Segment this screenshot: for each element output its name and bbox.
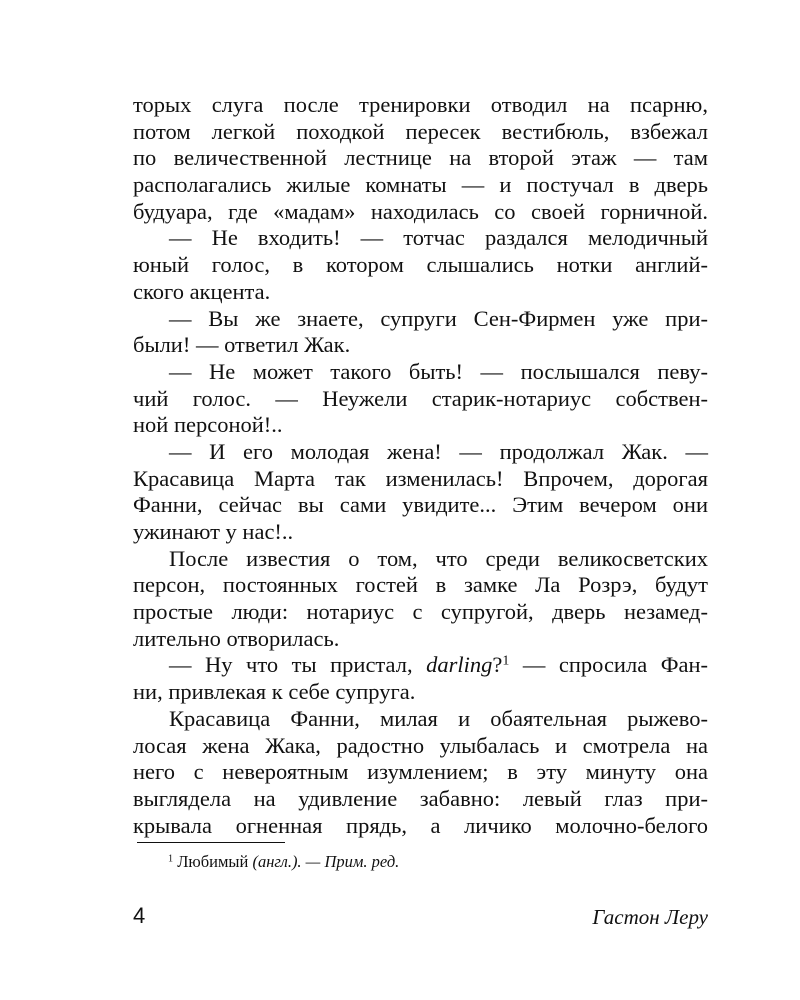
- text-line: будуара, где «мадам» находилась со своей горничной.: [133, 198, 708, 224]
- text-line: ского акцента.: [133, 278, 271, 304]
- text-segment: — спросила Фан-: [509, 652, 708, 678]
- text-line: — Не может такого быть! — послышался певу-: [169, 358, 708, 384]
- text-line: ужинают у нас!..: [133, 519, 294, 544]
- text-line: ной персоной!..: [133, 412, 283, 438]
- text-line: крывала огненная прядь, а личико молочно-белого: [133, 812, 708, 838]
- text-line: чий голос. — Неужели старик-нотариус собствен-: [133, 385, 708, 411]
- text-line: — И его молодая жена! — продолжал Жак. —: [169, 438, 708, 464]
- footnote-marker: 1: [168, 853, 174, 865]
- italic-word: darling: [426, 652, 493, 678]
- text-line: Красавица Марта так изменилась! Впрочем, дорогая: [133, 465, 708, 491]
- text-line: были! — ответил Жак.: [133, 332, 351, 358]
- text-line: торых слуга после тренировки отводил на псарню,: [133, 92, 708, 117]
- text-line: После известия о том, что среди великосветских: [169, 545, 708, 571]
- text-line: выглядела на удивление забавно: левый глаз при-: [133, 785, 708, 811]
- footnote-separator: [137, 842, 285, 843]
- text-line: лительно отворилась.: [133, 625, 340, 651]
- text-segment: — Ну что ты пристал,: [169, 652, 427, 678]
- text-line: лосая жена Жака, радостно улыбалась и смотрела на: [133, 732, 708, 758]
- page-number: 4: [133, 903, 146, 928]
- text-line: — Вы же знаете, супруги Сен-Фирмен уже при-: [169, 305, 708, 331]
- footnote-text: Любимый: [177, 852, 253, 871]
- text-line: потом легкой походкой пересек вестибюль, взбежал: [133, 118, 708, 144]
- footnote-italic: (англ.). — Прим. ред.: [252, 852, 400, 871]
- text-line: Красавица Фанни, милая и обаятельная рыжево-: [169, 705, 708, 731]
- body-text: [133, 92, 708, 839]
- text-line: юный голос, в котором слышались нотки англий-: [133, 252, 708, 278]
- text-line: персон, постоянных гостей в замке Ла Розрэ, будут: [133, 572, 708, 598]
- text-line: располагались жилые комнаты — и постучал в дверь: [133, 172, 708, 198]
- text-line: по величественной лестнице на второй этаж — там: [133, 145, 708, 171]
- footnote-reference[interactable]: 1: [502, 653, 510, 669]
- text-line: него с невероятным изумлением; в эту минуту она: [133, 759, 708, 785]
- text-line: ни, привлекая к себе супруга.: [133, 679, 416, 705]
- running-head: Гастон Леру: [592, 905, 708, 929]
- punctuation: ?: [492, 652, 503, 678]
- text-line-with-footnote: [133, 652, 708, 679]
- text-line: — Не входить! — тотчас раздался мелодичный: [169, 225, 708, 251]
- footnote: [168, 852, 399, 872]
- text-line: Фанни, сейчас вы сами увидите... Этим вечером они: [133, 492, 708, 518]
- text-line: простые люди: нотариус с супругой, дверь незамед-: [133, 599, 708, 625]
